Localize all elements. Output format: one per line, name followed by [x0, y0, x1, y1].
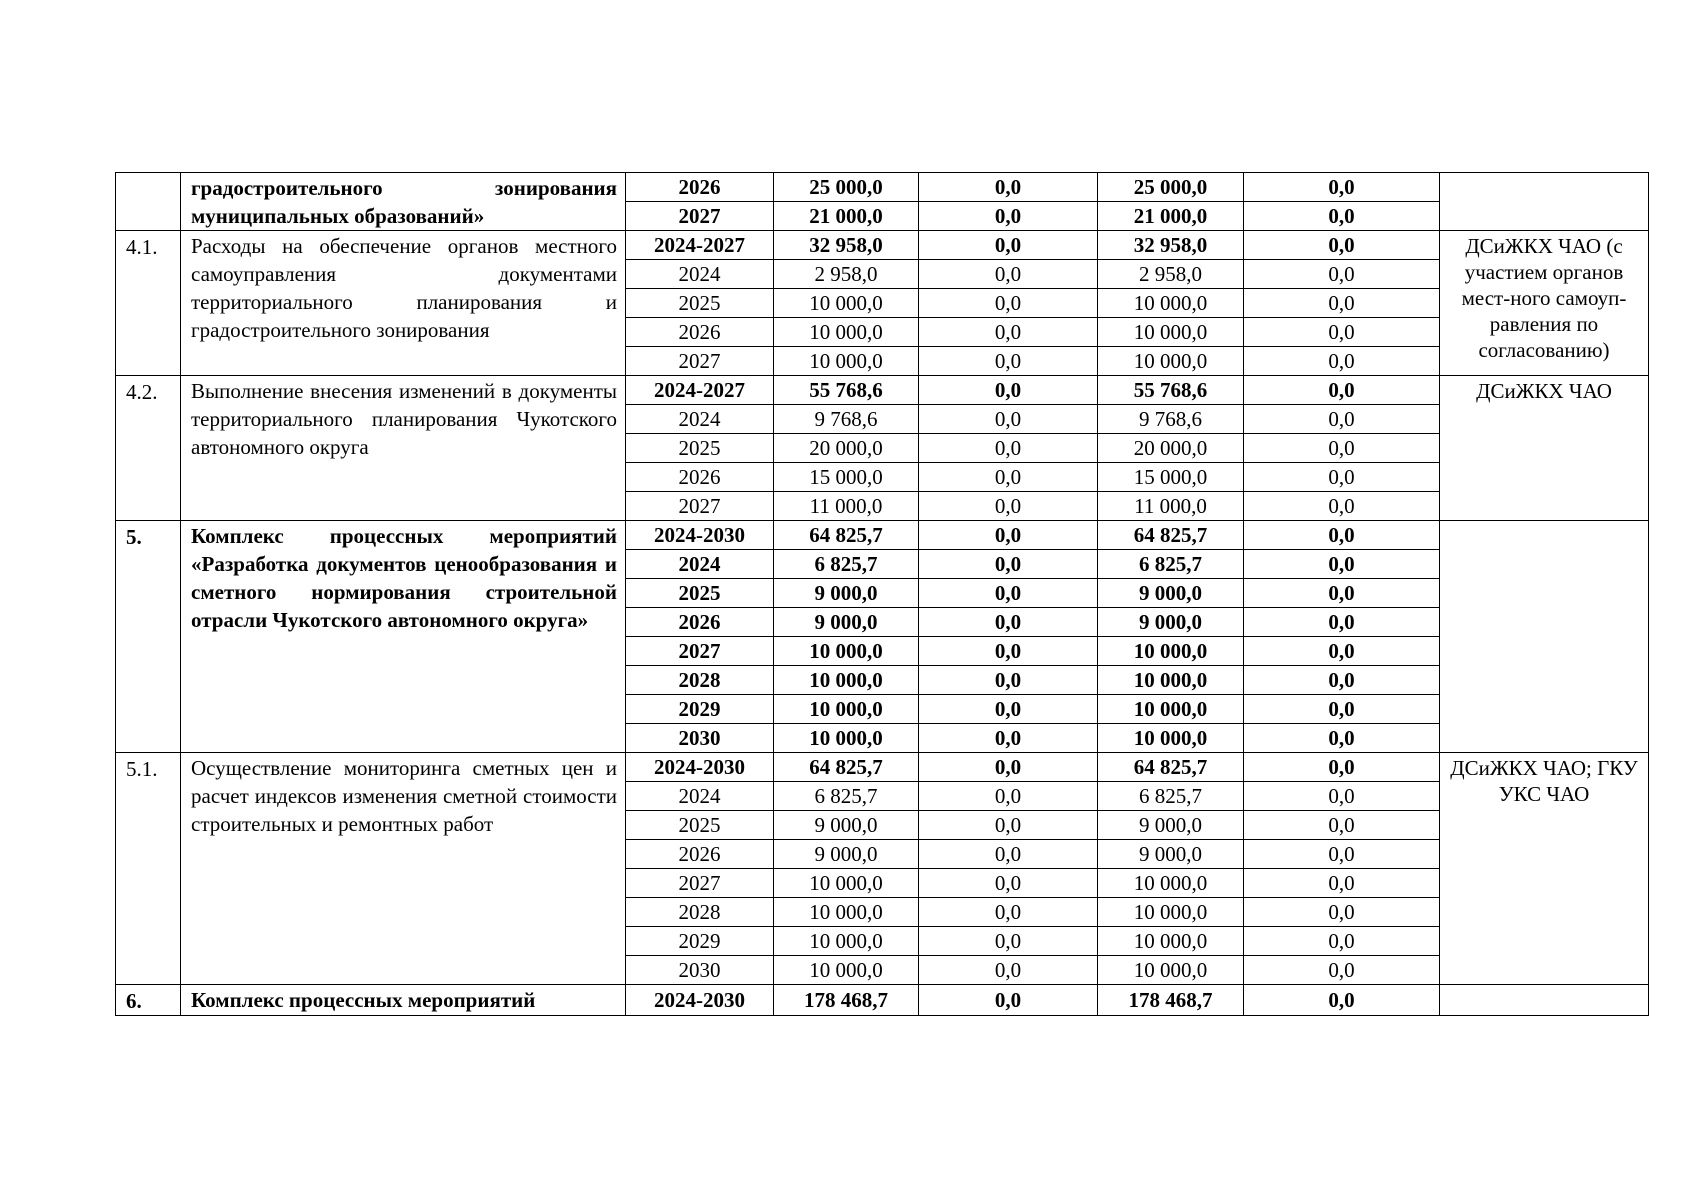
federal-amount-cell: 0,0 — [919, 985, 1098, 1016]
total-amount-cell: 9 000,0 — [774, 608, 919, 637]
period-cell: 2030 — [626, 724, 774, 753]
other-amount-cell: 0,0 — [1244, 608, 1440, 637]
table-row — [116, 753, 1649, 782]
regional-amount-cell: 55 768,6 — [1098, 376, 1244, 405]
total-amount-cell: 10 000,0 — [774, 637, 919, 666]
table-row — [116, 521, 1649, 550]
other-amount-cell: 0,0 — [1244, 492, 1440, 521]
regional-amount-cell: 32 958,0 — [1098, 231, 1244, 260]
period-cell: 2025 — [626, 289, 774, 318]
item-name: Комплекс процессных мероприятий «Разработка документов ценообразования и сметного нормирования строительной отрасли Чукотского автономного округа» — [181, 521, 626, 753]
total-amount-cell: 20 000,0 — [774, 434, 919, 463]
regional-amount-cell: 9 000,0 — [1098, 811, 1244, 840]
period-cell: 2026 — [626, 173, 774, 202]
period-cell: 2024-2027 — [626, 231, 774, 260]
other-amount-cell: 0,0 — [1244, 811, 1440, 840]
period-cell: 2026 — [626, 840, 774, 869]
federal-amount-cell: 0,0 — [919, 434, 1098, 463]
federal-amount-cell: 0,0 — [919, 637, 1098, 666]
federal-amount-cell: 0,0 — [919, 695, 1098, 724]
other-amount-cell: 0,0 — [1244, 405, 1440, 434]
federal-amount-cell: 0,0 — [919, 956, 1098, 985]
federal-amount-cell: 0,0 — [919, 318, 1098, 347]
responsible-executor: ДСиЖКХ ЧАО (с участием органов мест-ного самоуп-равления по согласованию) — [1440, 231, 1649, 376]
total-amount-cell: 25 000,0 — [774, 173, 919, 202]
regional-amount-cell: 9 000,0 — [1098, 608, 1244, 637]
item-name: Расходы на обеспечение органов местного самоуправления документами территориального планирования и градостроительного зонирования — [181, 231, 626, 376]
period-cell: 2026 — [626, 463, 774, 492]
budget-table — [115, 172, 1649, 1016]
period-cell: 2024 — [626, 550, 774, 579]
other-amount-cell: 0,0 — [1244, 318, 1440, 347]
other-amount-cell: 0,0 — [1244, 289, 1440, 318]
period-cell: 2024 — [626, 260, 774, 289]
federal-amount-cell: 0,0 — [919, 869, 1098, 898]
total-amount-cell: 10 000,0 — [774, 956, 919, 985]
total-amount-cell: 6 825,7 — [774, 782, 919, 811]
regional-amount-cell: 10 000,0 — [1098, 898, 1244, 927]
federal-amount-cell: 0,0 — [919, 666, 1098, 695]
responsible-executor — [1440, 173, 1649, 231]
regional-amount-cell: 6 825,7 — [1098, 550, 1244, 579]
item-number — [116, 173, 181, 231]
total-amount-cell: 9 768,6 — [774, 405, 919, 434]
regional-amount-cell: 64 825,7 — [1098, 521, 1244, 550]
period-cell: 2026 — [626, 318, 774, 347]
item-number: 5. — [116, 521, 181, 753]
regional-amount-cell: 10 000,0 — [1098, 289, 1244, 318]
total-amount-cell: 64 825,7 — [774, 753, 919, 782]
federal-amount-cell: 0,0 — [919, 840, 1098, 869]
other-amount-cell: 0,0 — [1244, 898, 1440, 927]
period-cell: 2027 — [626, 492, 774, 521]
period-cell: 2029 — [626, 695, 774, 724]
period-cell: 2027 — [626, 869, 774, 898]
regional-amount-cell: 9 000,0 — [1098, 579, 1244, 608]
table-row — [116, 231, 1649, 260]
other-amount-cell: 0,0 — [1244, 985, 1440, 1016]
item-name: Выполнение внесения изменений в документы территориального планирования Чукотского автономного округа — [181, 376, 626, 521]
item-name: градостроительного зонирования муниципальных образований» — [181, 173, 626, 231]
period-cell: 2024 — [626, 782, 774, 811]
responsible-executor: ДСиЖКХ ЧАО; ГКУ УКС ЧАО — [1440, 753, 1649, 985]
item-name: Комплекс процессных мероприятий — [181, 985, 626, 1016]
period-cell: 2024-2030 — [626, 753, 774, 782]
federal-amount-cell: 0,0 — [919, 927, 1098, 956]
total-amount-cell: 10 000,0 — [774, 898, 919, 927]
other-amount-cell: 0,0 — [1244, 550, 1440, 579]
regional-amount-cell: 10 000,0 — [1098, 695, 1244, 724]
federal-amount-cell: 0,0 — [919, 782, 1098, 811]
regional-amount-cell: 10 000,0 — [1098, 956, 1244, 985]
federal-amount-cell: 0,0 — [919, 376, 1098, 405]
other-amount-cell: 0,0 — [1244, 956, 1440, 985]
federal-amount-cell: 0,0 — [919, 724, 1098, 753]
period-cell: 2030 — [626, 956, 774, 985]
regional-amount-cell: 9 000,0 — [1098, 840, 1244, 869]
responsible-executor — [1440, 521, 1649, 753]
regional-amount-cell: 20 000,0 — [1098, 434, 1244, 463]
regional-amount-cell: 10 000,0 — [1098, 637, 1244, 666]
other-amount-cell: 0,0 — [1244, 637, 1440, 666]
regional-amount-cell: 21 000,0 — [1098, 202, 1244, 231]
total-amount-cell: 10 000,0 — [774, 318, 919, 347]
regional-amount-cell: 10 000,0 — [1098, 927, 1244, 956]
total-amount-cell: 178 468,7 — [774, 985, 919, 1016]
federal-amount-cell: 0,0 — [919, 550, 1098, 579]
table-row — [116, 173, 1649, 202]
total-amount-cell: 10 000,0 — [774, 695, 919, 724]
period-cell: 2024-2027 — [626, 376, 774, 405]
regional-amount-cell: 178 468,7 — [1098, 985, 1244, 1016]
federal-amount-cell: 0,0 — [919, 231, 1098, 260]
federal-amount-cell: 0,0 — [919, 753, 1098, 782]
other-amount-cell: 0,0 — [1244, 840, 1440, 869]
total-amount-cell: 10 000,0 — [774, 869, 919, 898]
regional-amount-cell: 25 000,0 — [1098, 173, 1244, 202]
period-cell: 2025 — [626, 579, 774, 608]
other-amount-cell: 0,0 — [1244, 260, 1440, 289]
item-number: 6. — [116, 985, 181, 1016]
total-amount-cell: 10 000,0 — [774, 347, 919, 376]
period-cell: 2025 — [626, 811, 774, 840]
total-amount-cell: 9 000,0 — [774, 840, 919, 869]
federal-amount-cell: 0,0 — [919, 405, 1098, 434]
federal-amount-cell: 0,0 — [919, 608, 1098, 637]
other-amount-cell: 0,0 — [1244, 666, 1440, 695]
total-amount-cell: 10 000,0 — [774, 666, 919, 695]
regional-amount-cell: 9 768,6 — [1098, 405, 1244, 434]
period-cell: 2026 — [626, 608, 774, 637]
period-cell: 2024 — [626, 405, 774, 434]
regional-amount-cell: 2 958,0 — [1098, 260, 1244, 289]
total-amount-cell: 15 000,0 — [774, 463, 919, 492]
total-amount-cell: 32 958,0 — [774, 231, 919, 260]
other-amount-cell: 0,0 — [1244, 231, 1440, 260]
period-cell: 2027 — [626, 637, 774, 666]
total-amount-cell: 2 958,0 — [774, 260, 919, 289]
total-amount-cell: 9 000,0 — [774, 579, 919, 608]
regional-amount-cell: 64 825,7 — [1098, 753, 1244, 782]
federal-amount-cell: 0,0 — [919, 811, 1098, 840]
period-cell: 2028 — [626, 666, 774, 695]
item-name: Осуществление мониторинга сметных цен и расчет индексов изменения сметной стоимости строительных и ремонтных работ — [181, 753, 626, 985]
federal-amount-cell: 0,0 — [919, 521, 1098, 550]
period-cell: 2029 — [626, 927, 774, 956]
regional-amount-cell: 10 000,0 — [1098, 318, 1244, 347]
total-amount-cell: 10 000,0 — [774, 927, 919, 956]
other-amount-cell: 0,0 — [1244, 347, 1440, 376]
other-amount-cell: 0,0 — [1244, 695, 1440, 724]
federal-amount-cell: 0,0 — [919, 289, 1098, 318]
item-number: 4.2. — [116, 376, 181, 521]
regional-amount-cell: 10 000,0 — [1098, 724, 1244, 753]
total-amount-cell: 10 000,0 — [774, 724, 919, 753]
other-amount-cell: 0,0 — [1244, 579, 1440, 608]
federal-amount-cell: 0,0 — [919, 173, 1098, 202]
table-row — [116, 985, 1649, 1016]
federal-amount-cell: 0,0 — [919, 492, 1098, 521]
total-amount-cell: 9 000,0 — [774, 811, 919, 840]
federal-amount-cell: 0,0 — [919, 347, 1098, 376]
responsible-executor: ДСиЖКХ ЧАО — [1440, 376, 1649, 521]
other-amount-cell: 0,0 — [1244, 173, 1440, 202]
other-amount-cell: 0,0 — [1244, 202, 1440, 231]
federal-amount-cell: 0,0 — [919, 202, 1098, 231]
other-amount-cell: 0,0 — [1244, 434, 1440, 463]
period-cell: 2028 — [626, 898, 774, 927]
regional-amount-cell: 10 000,0 — [1098, 666, 1244, 695]
period-cell: 2027 — [626, 347, 774, 376]
total-amount-cell: 10 000,0 — [774, 289, 919, 318]
federal-amount-cell: 0,0 — [919, 463, 1098, 492]
other-amount-cell: 0,0 — [1244, 376, 1440, 405]
federal-amount-cell: 0,0 — [919, 898, 1098, 927]
regional-amount-cell: 10 000,0 — [1098, 869, 1244, 898]
total-amount-cell: 11 000,0 — [774, 492, 919, 521]
period-cell: 2024-2030 — [626, 985, 774, 1016]
regional-amount-cell: 6 825,7 — [1098, 782, 1244, 811]
federal-amount-cell: 0,0 — [919, 260, 1098, 289]
other-amount-cell: 0,0 — [1244, 753, 1440, 782]
total-amount-cell: 64 825,7 — [774, 521, 919, 550]
period-cell: 2027 — [626, 202, 774, 231]
item-number: 5.1. — [116, 753, 181, 985]
other-amount-cell: 0,0 — [1244, 869, 1440, 898]
regional-amount-cell: 10 000,0 — [1098, 347, 1244, 376]
table-body — [116, 173, 1649, 1016]
federal-amount-cell: 0,0 — [919, 579, 1098, 608]
regional-amount-cell: 15 000,0 — [1098, 463, 1244, 492]
regional-amount-cell: 11 000,0 — [1098, 492, 1244, 521]
period-cell: 2025 — [626, 434, 774, 463]
period-cell: 2024-2030 — [626, 521, 774, 550]
other-amount-cell: 0,0 — [1244, 521, 1440, 550]
other-amount-cell: 0,0 — [1244, 463, 1440, 492]
other-amount-cell: 0,0 — [1244, 927, 1440, 956]
item-number: 4.1. — [116, 231, 181, 376]
total-amount-cell: 55 768,6 — [774, 376, 919, 405]
other-amount-cell: 0,0 — [1244, 782, 1440, 811]
other-amount-cell: 0,0 — [1244, 724, 1440, 753]
total-amount-cell: 6 825,7 — [774, 550, 919, 579]
table-row — [116, 376, 1649, 405]
responsible-executor — [1440, 985, 1649, 1016]
total-amount-cell: 21 000,0 — [774, 202, 919, 231]
